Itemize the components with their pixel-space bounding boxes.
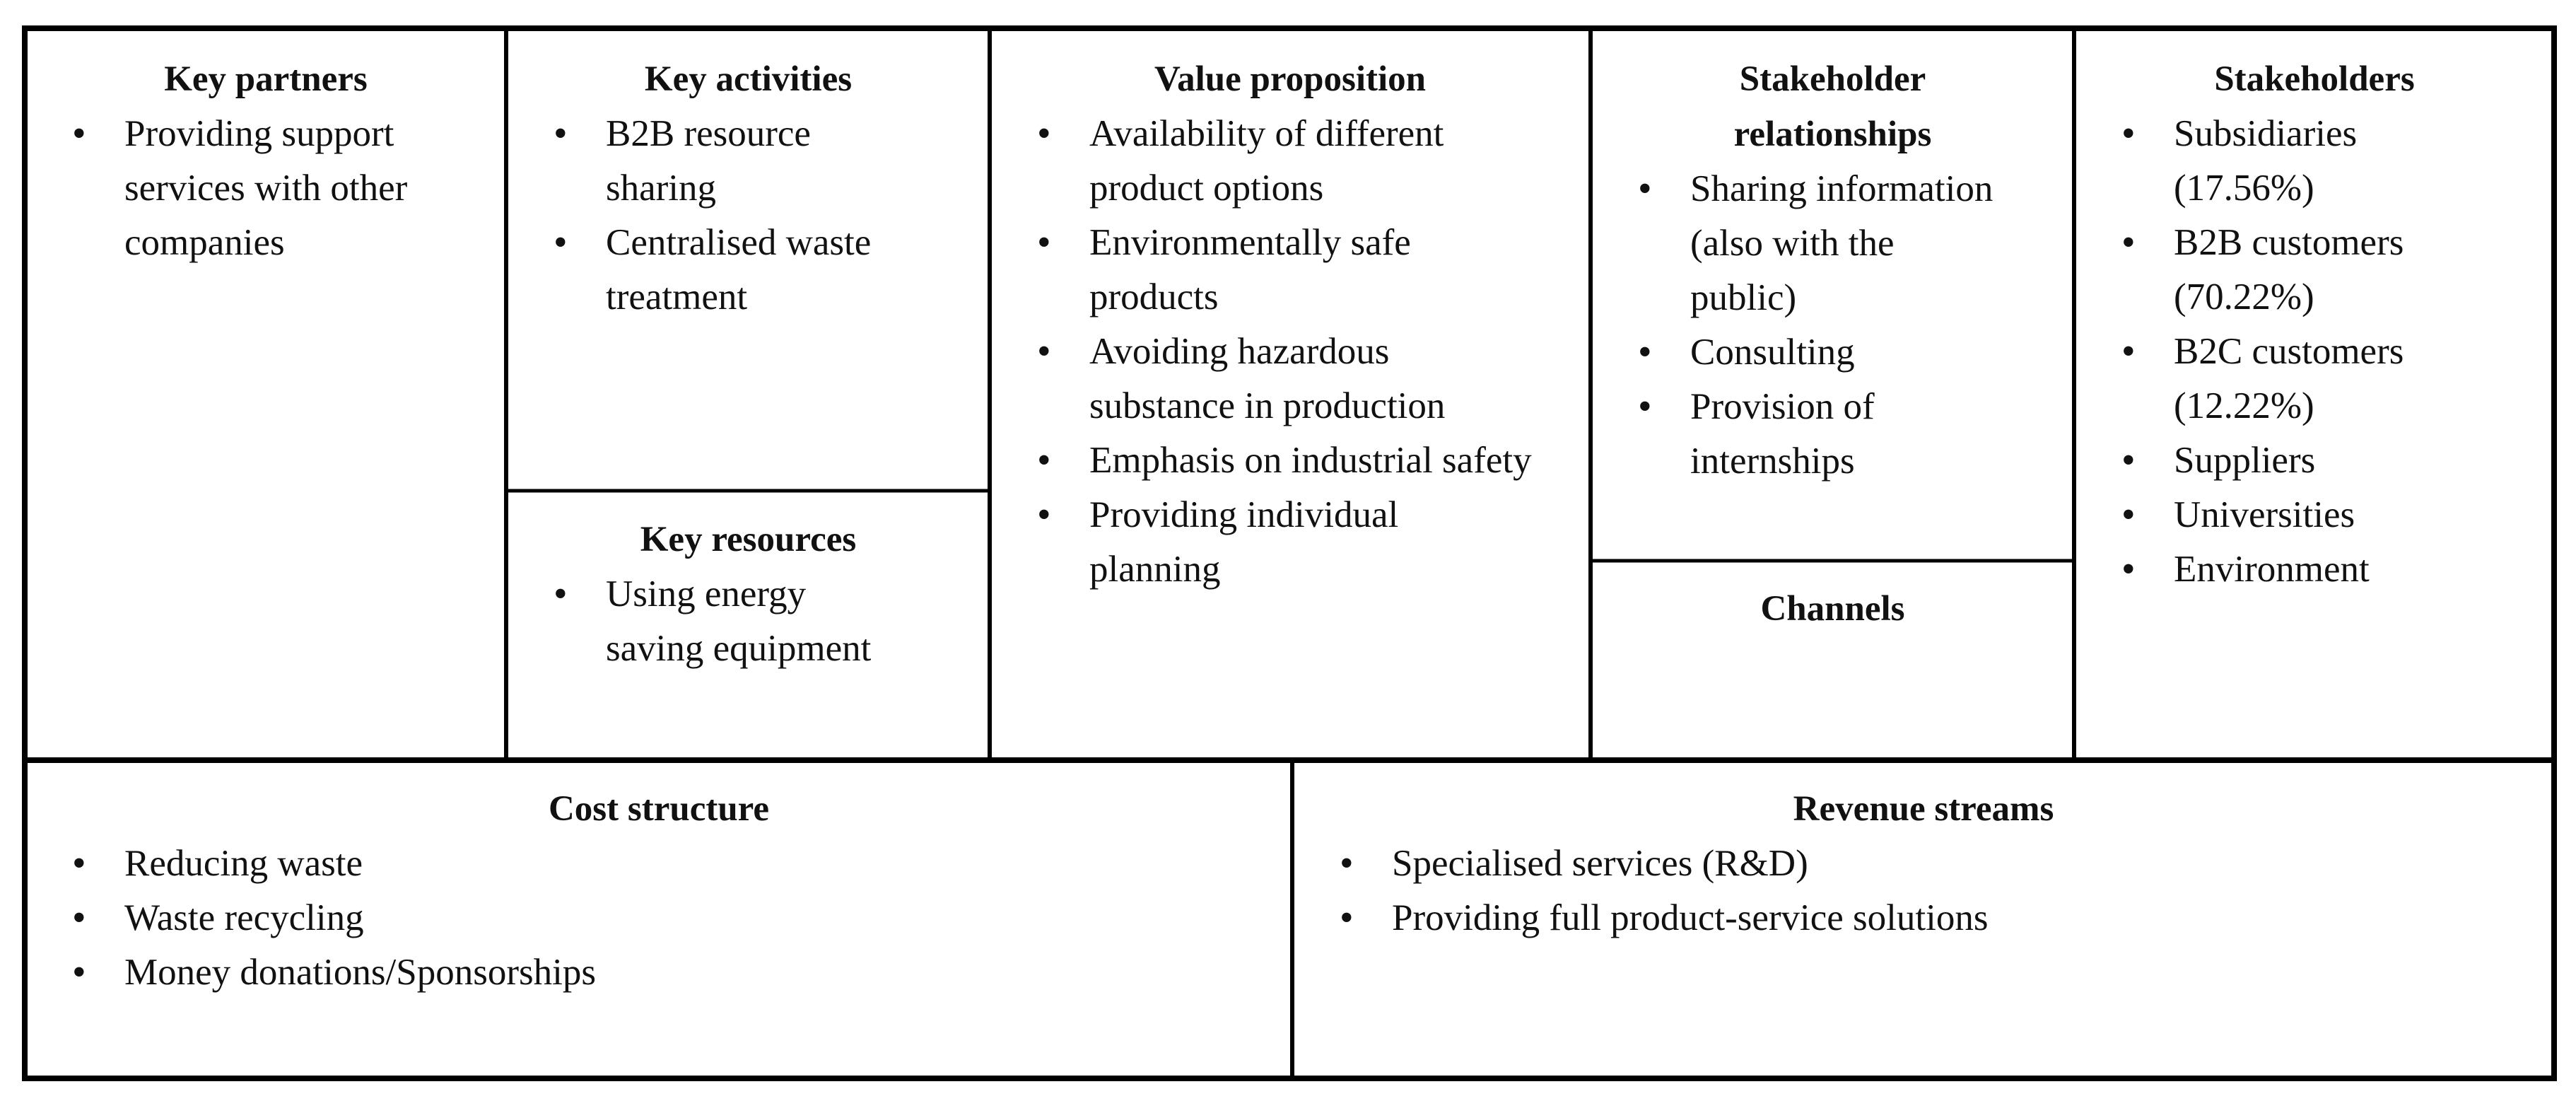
list-item: • Environmentally safe products (993, 216, 1538, 325)
stakeholders-block (2078, 52, 2551, 597)
key-activities-block (510, 52, 987, 325)
list-item: • Providing support services with other companies (28, 107, 474, 270)
list-item: • Provision of internships (1594, 380, 1997, 489)
list-item: • Providing individual planning (993, 488, 1538, 597)
stakeholder-relationships-title-line1: Stakeholder (1739, 59, 1926, 99)
key-activities-list (510, 107, 906, 325)
stakeholder-relationships-title-line2: relationships (1733, 115, 1932, 154)
list-item: • Universities (2078, 488, 2445, 542)
channels-title: Channels (1760, 589, 1905, 629)
stakeholders-title: Stakeholders (2214, 59, 2415, 99)
cost-structure-block (28, 781, 1289, 1000)
list-item: • Subsidiaries (17.56%) (2078, 107, 2445, 216)
revenue-streams-title: Revenue streams (1793, 789, 2054, 829)
key-activities-title: Key activities (644, 59, 853, 99)
list-item: • Waste recycling (28, 891, 1230, 945)
list-item: • Providing full product-service solutions (1296, 891, 2498, 945)
revenue-streams-list (1296, 837, 2498, 945)
list-item: • Suppliers (2078, 433, 2445, 488)
key-partners-title: Key partners (164, 59, 368, 99)
stakeholder-relationships-list (1594, 162, 1997, 489)
list-item: • Sharing information (also with the public) (1594, 162, 1997, 325)
key-partners-block (28, 52, 503, 270)
list-item: • Using energy saving equipment (510, 567, 906, 676)
list-item: • B2B resource sharing (510, 107, 906, 216)
list-item: • Money donations/Sponsorships (28, 945, 1230, 1000)
list-item: • Reducing waste (28, 837, 1230, 891)
list-item: • Emphasis on industrial safety (993, 433, 1538, 488)
list-item: • Availability of different product options (993, 107, 1538, 216)
list-item: • Consulting (1594, 325, 1997, 380)
channels-block (1594, 581, 2071, 636)
stakeholders-list (2078, 107, 2445, 597)
value-proposition-title: Value proposition (1154, 59, 1427, 99)
cost-structure-list (28, 837, 1230, 1000)
key-resources-title: Key resources (640, 520, 857, 559)
list-item: • B2B customers (70.22%) (2078, 216, 2445, 325)
value-proposition-block (993, 52, 1587, 597)
key-resources-block (510, 512, 987, 676)
list-item: • Specialised services (R&D) (1296, 837, 2498, 891)
key-resources-list (510, 567, 906, 676)
list-item: • Environment (2078, 542, 2445, 597)
cost-structure-title: Cost structure (548, 789, 770, 829)
list-item: • B2C customers (12.22%) (2078, 325, 2445, 433)
stakeholder-relationships-block (1594, 52, 2071, 489)
list-item: • Centralised waste treatment (510, 216, 906, 325)
value-proposition-list (993, 107, 1538, 597)
key-partners-list (28, 107, 474, 270)
revenue-streams-block (1296, 781, 2551, 945)
list-item: • Avoiding hazardous substance in production (993, 325, 1538, 433)
